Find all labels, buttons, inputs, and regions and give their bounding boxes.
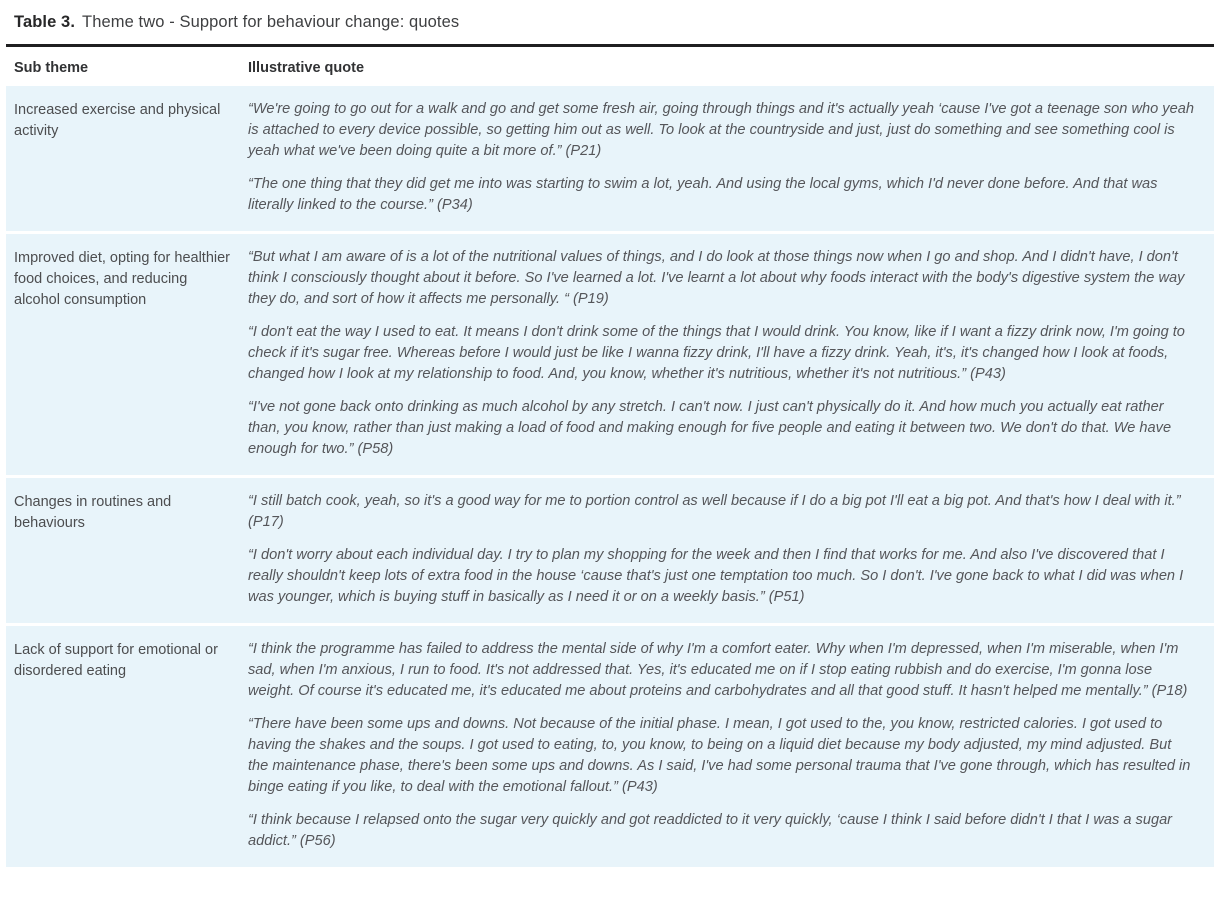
column-header-illustrative-quote: Illustrative quote [248,60,365,76]
quote-paragraph: “I don't worry about each individual day. I try to plan my shopping for the week and then I find that works for me. And also I've discovered that I really shouldn't keep lots of extra food in the house ‘cause that's just one temptation too much. So I don't. I've gone back to what I did was when I was younger, which is buying stuff in basically as I need it or on a weekly basis.” (P51) [248,547,1184,605]
quote-paragraph: “I don't eat the way I used to eat. It means I don't drink some of the things that I would drink. You know, like if I want a fizzy drink now, I'm going to check if it's sugar free. Whereas before I would just be like I wanna fizzy drink, I'll have a fizzy drink. Yeah, it's, it's changed how I look at foods, changed how I look at my relationship to food. And, you know, whether it's nutritious, whether it's not nutritious.” (P43) [248,324,1185,382]
quote-cell [248,247,1214,460]
table-title-text: Theme two - Support for behaviour change: quotes [82,13,460,31]
quote-paragraph: “I still batch cook, yeah, so it's a good way for me to portion control as well because if I do a big pot I'll eat a big pot. And that's how I deal with it.” (P17) [248,493,1181,530]
column-header-sub-theme: Sub theme [14,60,89,76]
table-row-changes-in-routines [6,478,1214,623]
table-body [6,86,1214,867]
quote-paragraph: “We're going to go out for a walk and go and get some fresh air, going through things and it's actually yeah ‘cause I've got a teenage son who yeah is attached to every device possible, so getting him out as well. To look at the countryside and just, just do something and see something cool is yeah what we've been doing quite a bit more of.” (P21) [248,101,1194,159]
quote-cell [248,491,1214,608]
sub-theme-cell: Changes in routines and behaviours [14,494,172,531]
table-title [6,8,1214,44]
table-row-increased-exercise [6,86,1214,231]
quote-cell [248,639,1214,852]
quote-paragraph: “I think the programme has failed to address the mental side of why I'm a comfort eater. Why when I'm depressed, when I'm miserable, when I'm sad, when I'm anxious, I run to food. It's not addressed that. Yes, it's educated me on if I stop eating rubbish and do exercise, I'm gonna lose weight. Of course it's educated me, it's educated me about proteins and carbohydrates and all that good stuff. It hasn't helped me mentally.” (P18) [248,641,1188,699]
quote-paragraph: “I think because I relapsed onto the sugar very quickly and got readdicted to it very quickly, ‘cause I think I said before didn't I that I was a sugar addict.” (P56) [248,812,1173,849]
quote-paragraph: “There have been some ups and downs. Not because of the initial phase. I mean, I got used to the, you know, restricted calories. I got used to having the shakes and the soups. I got used to eating, to, you know, to being on a liquid diet because my body adjusted, my mind adjusted. But the maintenance phase, there's been some ups and downs. As I said, I've had some personal trauma that I've gone through, which has resulted in binge eating if you like, to deal with the emotional fallout.” (P43) [248,716,1191,795]
table-number-label: Table 3. [14,13,76,31]
table-row-improved-diet [6,234,1214,475]
quote-paragraph: “I've not gone back onto drinking as much alcohol by any stretch. I can't now. I just can't physically do it. And how much you actually eat rather than, you know, rather than just making a load of food and making enough for five people and eating it between two. We don't do that. We have enough for two.” (P58) [248,399,1172,457]
quote-cell [248,99,1214,216]
table-header-row [6,47,1214,86]
sub-theme-cell: Increased exercise and physical activity [14,102,221,139]
quote-paragraph: “But what I am aware of is a lot of the nutritional values of things, and I do look at those things now when I go and shop. And I didn't have, I don't think I consciously thought about it before. So I've learned a lot. I've learnt a lot about why foods interact with the body's digestive system the way they do, and sort of how it affects me personally. “ (P19) [248,249,1185,307]
sub-theme-cell: Lack of support for emotional or disordered eating [14,642,218,679]
quote-paragraph: “The one thing that they did get me into was starting to swim a lot, yeah. And using the local gyms, which I'd never done before. And that was literally linked to the course.” (P34) [248,176,1158,213]
table-row-lack-of-support [6,626,1214,867]
sub-theme-cell: Improved diet, opting for healthier food choices, and reducing alcohol consumption [14,250,231,308]
